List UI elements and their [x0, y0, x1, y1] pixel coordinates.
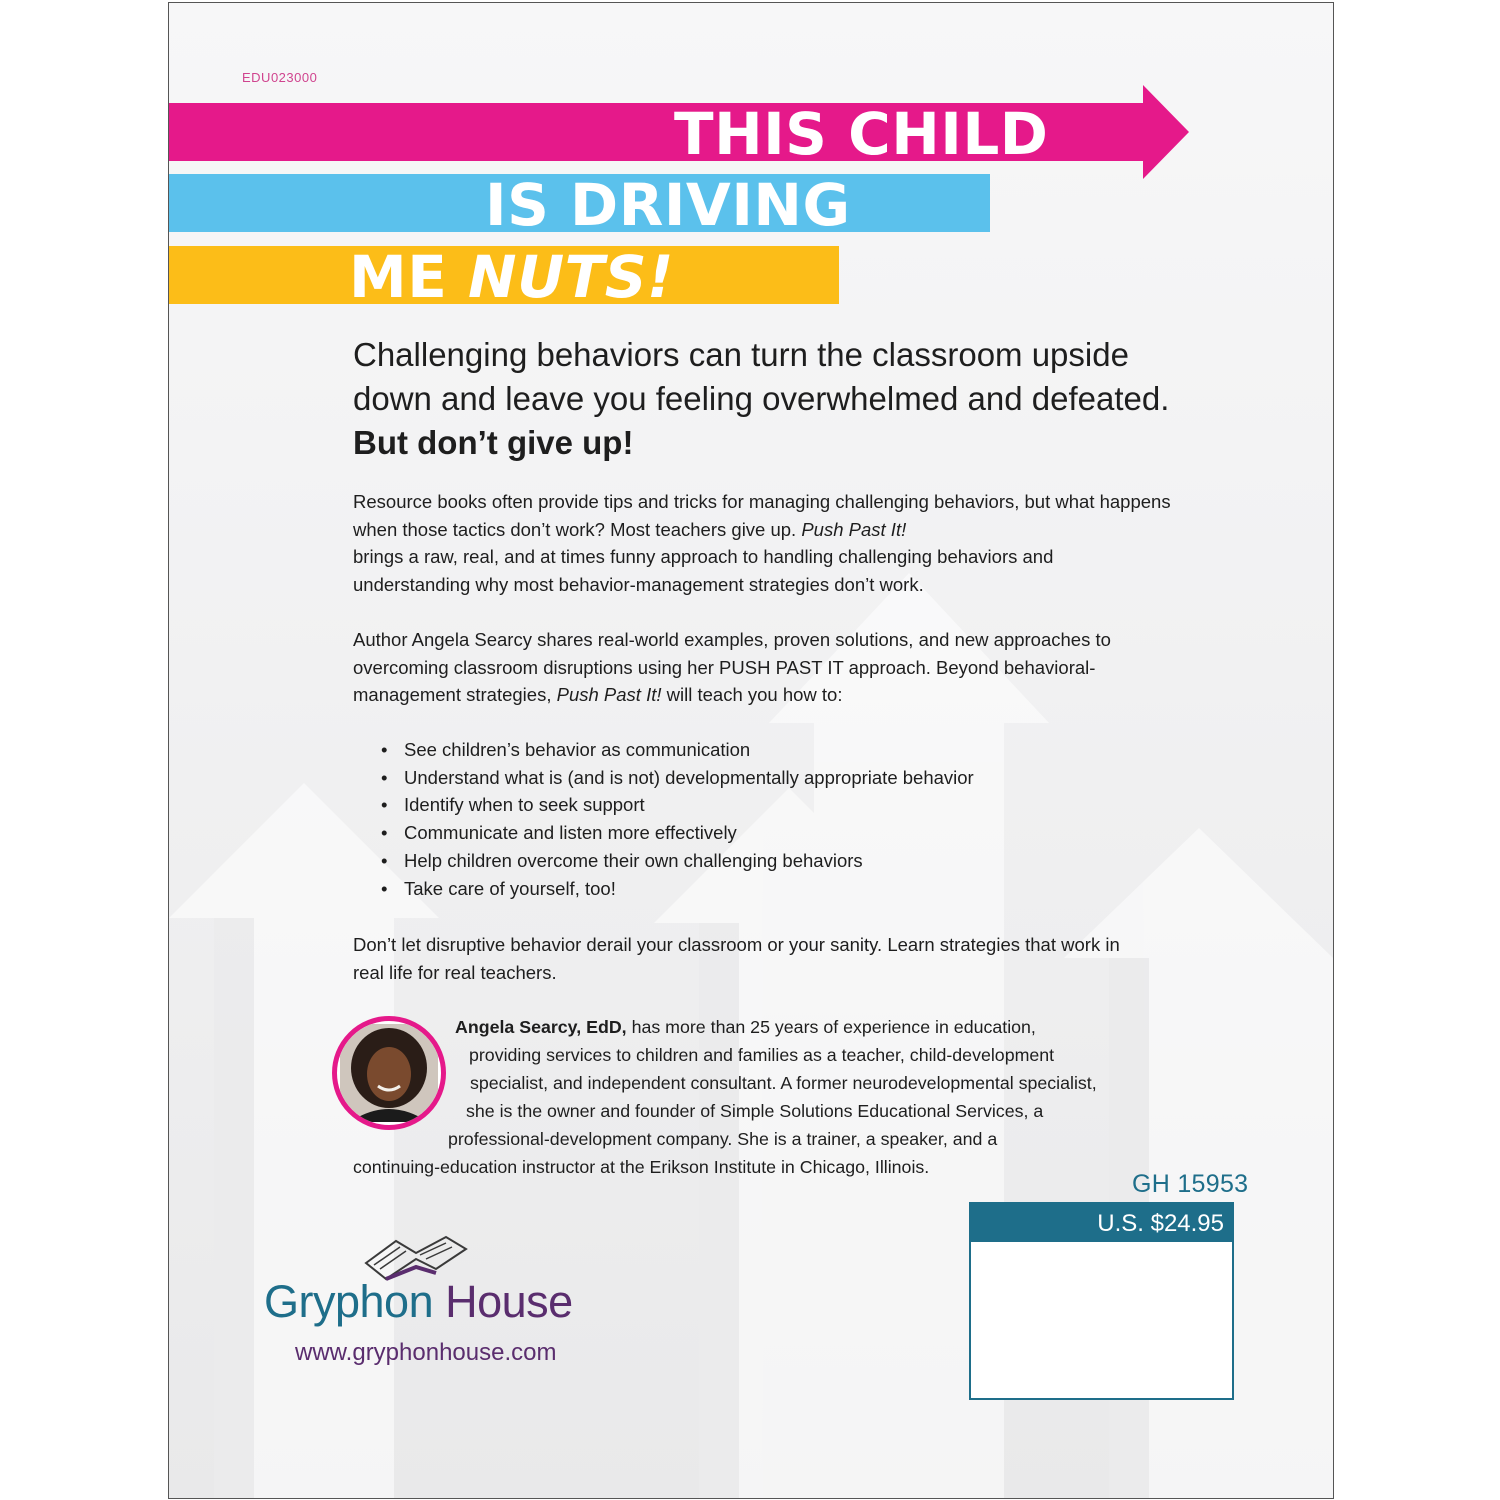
author-bio-line-3: specialist, and independent consultant. A former neurodevelopmental specialist,: [470, 1073, 1097, 1093]
list-item: • Help children overcome their own challenging behaviors: [379, 847, 974, 875]
category-code: EDU023000: [242, 70, 318, 85]
author-bio-line-6: continuing-education instructor at the Erikson Institute in Chicago, Illinois.: [353, 1157, 930, 1177]
author-bio-line-2: providing services to children and families as a teacher, child-development: [469, 1045, 1055, 1065]
p2-text-a: Author Angela Searcy shares real-world examples, proven solutions, and new approaches to overcoming classroom disruptions using her PUSH PAST IT approach. Beyond behavioral-management strategies,: [353, 629, 1111, 706]
publisher-name: [264, 1276, 573, 1327]
publisher-name-part2: House: [433, 1276, 573, 1327]
closing-paragraph: Don’t let disruptive behavior derail your classroom or your sanity. Learn strategies that work in real life for real teachers.: [353, 934, 1120, 983]
title-line-1: THIS CHILD: [674, 100, 1049, 168]
p1-text-a: Resource books often provide tips and tricks for managing challenging behaviors, but what happens when those tactics don’t work? Most teachers give up.: [353, 491, 1171, 540]
list-item: • Take care of yourself, too!: [379, 875, 974, 903]
title-band-blue: [169, 171, 990, 239]
bio-text: has more than 25 years of experience in education,: [631, 1017, 1036, 1037]
product-code: GH 15953: [1132, 1170, 1249, 1198]
title-band-yellow: [169, 243, 839, 311]
lead-text: Challenging behaviors can turn the classroom upside down and leave you feeling overwhelmed and defeated.: [353, 336, 1170, 417]
list-item: • See children’s behavior as communication: [379, 736, 974, 764]
author-portrait-icon: [340, 1024, 438, 1122]
price-barcode-box: [969, 1202, 1234, 1400]
p1-text-b: brings a raw, real, and at times funny approach to handling challenging behaviors and understanding why most behavior-management strategies don’t work.: [353, 546, 1054, 595]
price-label: U.S. $24.95: [971, 1204, 1232, 1242]
p2-text-b: will teach you how to:: [666, 684, 843, 706]
list-item: • Understand what is (and is not) developmentally appropriate behavior: [379, 764, 974, 792]
author-bio-line-1: [455, 1015, 1036, 1039]
p2-title-italic: Push Past It!: [556, 684, 662, 706]
description-paragraph-2: [353, 626, 1173, 709]
title-band-pink: [169, 100, 1144, 168]
title-line-3: [349, 243, 674, 311]
title-line-3-plain: ME: [349, 243, 469, 311]
author-bio-line-5: professional-development company. She is a trainer, a speaker, and a: [448, 1129, 998, 1149]
description-paragraph-1: [353, 488, 1173, 598]
author-bio-line-4: she is the owner and founder of Simple Solutions Educational Services, a: [466, 1101, 1044, 1121]
title-line-3-italic: NUTS!: [468, 243, 674, 311]
author-photo: [332, 1016, 446, 1130]
author-name: Angela Searcy, EdD,: [455, 1017, 627, 1037]
publisher-name-part1: Gryphon: [264, 1276, 434, 1327]
list-item: • Identify when to seek support: [379, 791, 974, 819]
arrow-head-icon: [1143, 85, 1189, 179]
lead-paragraph: [353, 333, 1173, 465]
book-back-cover: [168, 2, 1334, 1499]
lead-bold: But don’t give up!: [353, 424, 634, 461]
list-item: • Communicate and listen more effectively: [379, 819, 974, 847]
benefits-list: [379, 736, 974, 902]
title-line-2: IS DRIVING: [485, 171, 851, 239]
publisher-url[interactable]: www.gryphonhouse.com: [295, 1339, 557, 1366]
p1-title-italic: Push Past It!: [801, 518, 907, 540]
